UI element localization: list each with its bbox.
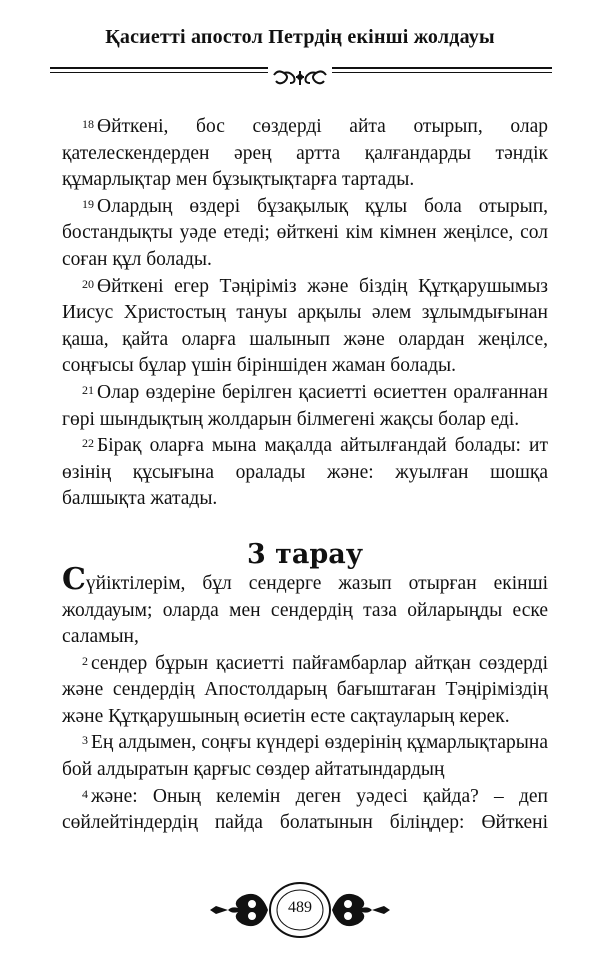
verse-number: 19 — [82, 196, 94, 211]
drop-cap: С — [62, 561, 86, 597]
verse-text: сендер бұрын қасиетті пайғамбарлар айтқан сөздерді және сендердің Апостолдарың бағыштаған Тәңіріміздің және Құтқарушының өсиетін есте сақтауларың керек. — [62, 652, 548, 727]
verse-text: және: Оның келемін деген уәдесі қайда? – деп сөйлейтіндердің пайда болатынын біліңдер: Өйткені — [62, 785, 548, 834]
page-number: 489 — [288, 899, 312, 916]
verse-number: 20 — [82, 276, 94, 291]
verse-number: 22 — [82, 436, 94, 451]
verse-20 — [62, 274, 548, 380]
chapter-heading: 3 тарау — [246, 538, 364, 570]
verse-number: 21 — [82, 382, 94, 397]
verse-text: Ең алдымен, соңғы күндері өздерінің құмарлықтарына бой алдыратын қарғыс сөздер айтатындардың — [62, 732, 548, 781]
chapter-verse-2 — [62, 651, 548, 731]
verse-text: Өйткені егер Тәңіріміз және біздің Құтқарушымыз Иисус Христостың тануы арқылы әлем зұлымдығынан қаша, қайта оларға шалынып және олардан жеңілсе, соңғысы бұлар үшін біріншіден жаман болады. — [62, 275, 548, 377]
header-ornament-icon — [268, 67, 332, 87]
verse-21 — [62, 380, 548, 433]
verse-text: үйіктілерім, бұл сендерге жазып отырған екінші жолдауым; оларда мен сендердің таза ойларыңды еске саламын, — [62, 572, 548, 648]
running-head-title: Қасиетті апостол Петрдің екінші жолдауы — [105, 26, 495, 48]
verse-number: 4 — [82, 786, 88, 801]
chapter-verse-4 — [62, 784, 548, 837]
verse-text: Бірақ оларға мына мақалда айтылғандай болады: ит өзінің құсығына оралады және: жуылған шошқа балшықта жатады. — [62, 435, 548, 510]
chapter-verse-3 — [62, 730, 548, 783]
verse-number: 3 — [82, 733, 88, 748]
verse-text: Олардың өздері бұзақылық құлы бола отырып, бостандықты уәде етеді; өйткені кім кімнен жеңілсе, сол соған құл болады. — [62, 195, 548, 270]
verse-text: Олар өздеріне берілген қасиетті өсиеттен оралғаннан гөрі шындықтың жолдарын білмегені жақсы болар еді. — [62, 381, 548, 430]
page-body — [62, 114, 548, 837]
verse-number: 2 — [82, 653, 88, 668]
verse-text: Өйткені, бос сөздерді айта отырып, олар қателескендерден әрең артта қалғандарды тәндік құмарлықтар мен бұзықтықтарға тартады. — [62, 116, 548, 191]
verse-22 — [62, 433, 548, 513]
verse-19 — [62, 194, 548, 274]
chapter-verse-1 — [62, 561, 548, 651]
footer-ornament — [200, 880, 400, 940]
verse-number: 18 — [82, 117, 94, 131]
verse-18 — [62, 114, 548, 194]
